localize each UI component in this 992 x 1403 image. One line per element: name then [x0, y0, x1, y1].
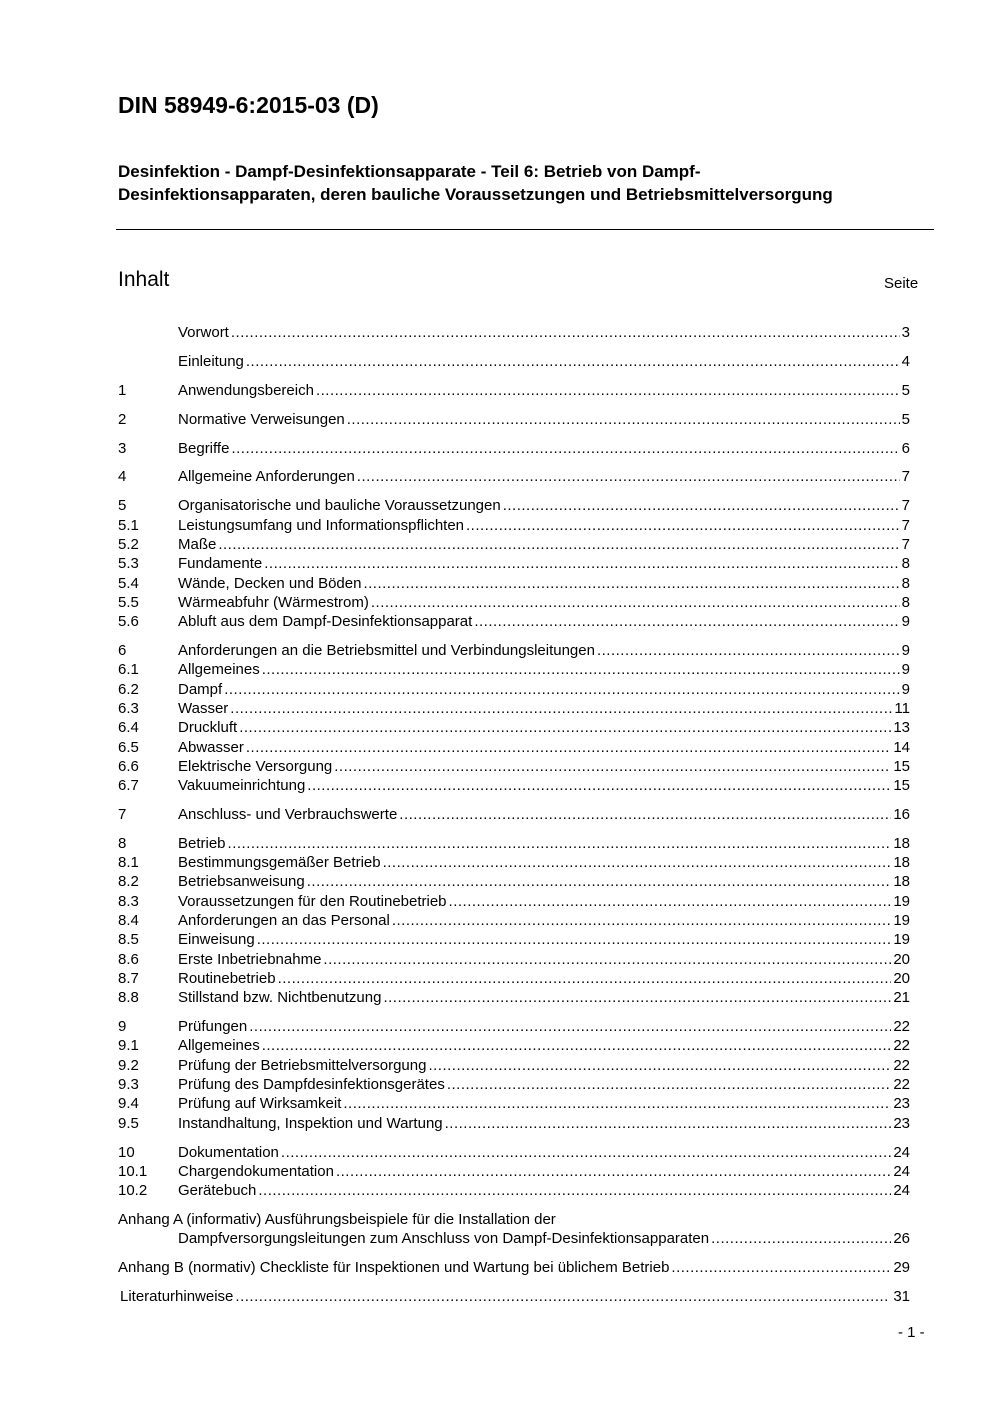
leader-dots	[449, 892, 892, 911]
leader-dots	[258, 1181, 891, 1200]
toc-entry[interactable]	[118, 381, 910, 400]
leader-dots	[224, 680, 899, 699]
toc-entry-page: 24	[893, 1162, 910, 1180]
toc-entry-number: 5.3	[118, 555, 139, 573]
toc-entry-title: Druckluft	[178, 719, 238, 737]
leader-dots	[711, 1229, 891, 1248]
toc-entry-page: 9	[901, 680, 910, 698]
toc-entry-title: Prüfung auf Wirksamkeit	[178, 1095, 342, 1113]
leader-dots	[343, 1094, 891, 1113]
toc-entry-number: 8.2	[118, 873, 139, 891]
toc-entry-page: 13	[893, 719, 910, 737]
toc-entry-title: Abluft aus dem Dampf-Desinfektionsapparat	[178, 613, 473, 631]
leader-dots	[262, 1036, 892, 1055]
leader-dots	[363, 574, 899, 593]
toc-entry-number: 8.3	[118, 892, 139, 910]
toc-entry-title: Prüfungen	[178, 1018, 248, 1036]
leader-dots	[347, 410, 900, 429]
toc-entry[interactable]	[118, 1114, 910, 1133]
toc-entry[interactable]	[118, 950, 910, 969]
toc-entry-title: Erste Inbetriebnahme	[178, 950, 322, 968]
leader-dots	[466, 516, 900, 535]
toc-entry-page: 11	[894, 699, 910, 717]
toc-entry[interactable]	[118, 516, 910, 535]
leader-dots	[239, 718, 891, 737]
toc-entry[interactable]	[118, 1143, 910, 1162]
leader-dots	[281, 1143, 891, 1162]
toc-entry[interactable]	[118, 699, 910, 718]
toc-entry-page: 18	[893, 873, 910, 891]
toc-entry-title: Anforderungen an das Personal	[178, 912, 390, 930]
toc-entry-number: 10.1	[118, 1162, 148, 1180]
title-divider	[116, 229, 934, 230]
table-of-contents	[118, 323, 910, 1307]
toc-entry-page: 6	[901, 439, 910, 457]
toc-entry-title: Wasser	[178, 699, 229, 717]
toc-entry[interactable]	[118, 776, 910, 795]
toc-entry-title: Organisatorische und bauliche Voraussetzungen	[178, 497, 501, 515]
toc-entry-page: 4	[901, 352, 910, 370]
toc-entry-title: Anwendungsbereich	[178, 381, 314, 399]
annex-a-title-line2: Dampfversorgungsleitungen zum Anschluss von Dampf-Desinfektionsapparaten	[178, 1230, 710, 1248]
leader-dots	[383, 853, 892, 872]
toc-entry-title: Einleitung	[178, 352, 244, 370]
leader-dots	[228, 834, 892, 853]
leader-dots	[445, 1114, 892, 1133]
leader-dots	[307, 776, 891, 795]
toc-entry[interactable]	[118, 641, 910, 660]
toc-entry-title: Vakuumeinrichtung	[178, 777, 306, 795]
toc-entry[interactable]	[118, 1162, 910, 1181]
toc-entry-page: 20	[893, 969, 910, 987]
toc-entry[interactable]	[118, 853, 910, 872]
toc-entry-page: 23	[893, 1114, 910, 1132]
toc-entry-page: 8	[901, 574, 910, 592]
document-code: DIN 58949-6:2015-03 (D)	[118, 92, 379, 118]
toc-entry-number: 9.1	[118, 1037, 139, 1055]
toc-entry-title: Stillstand bzw. Nichtbenutzung	[178, 989, 382, 1007]
leader-dots	[336, 1162, 891, 1181]
toc-entry-title: Gerätebuch	[178, 1182, 257, 1200]
document-subtitle: Desinfektion - Dampf-Desinfektionsapparate - Teil 6: Betrieb von Dampf-Desinfektionsapparaten, deren bauliche Voraussetzungen und Betriebsmittelversorgung	[118, 162, 833, 204]
toc-entry-page: 19	[893, 931, 910, 949]
toc-entry-page: 8	[901, 555, 910, 573]
leader-dots	[218, 535, 899, 554]
toc-entry-page: 14	[893, 738, 910, 756]
toc-entry-title: Wärmeabfuhr (Wärmestrom)	[178, 593, 369, 611]
leader-dots	[307, 872, 892, 891]
toc-entry[interactable]	[118, 1017, 910, 1036]
leader-dots	[264, 554, 899, 573]
leader-dots	[371, 593, 900, 612]
toc-entry[interactable]	[118, 1181, 910, 1200]
toc-entry-title: Routinebetrieb	[178, 969, 276, 987]
toc-heading: Inhalt	[118, 268, 170, 291]
toc-entry-title: Wände, Decken und Böden	[178, 574, 362, 592]
toc-entry-page: 22	[893, 1056, 910, 1074]
leader-dots	[357, 467, 900, 486]
toc-entry-number: 9.2	[118, 1056, 139, 1074]
toc-entry-title: Allgemeine Anforderungen	[178, 468, 355, 486]
toc-entry-title: Anforderungen an die Betriebsmittel und Verbindungsleitungen	[178, 642, 595, 660]
toc-entry-title: Fundamente	[178, 555, 263, 573]
leader-dots	[278, 969, 892, 988]
toc-entry-title: Einweisung	[178, 931, 255, 949]
leader-dots	[323, 950, 891, 969]
page-column-label: Seite	[884, 275, 919, 292]
toc-entry[interactable]	[118, 323, 910, 342]
bibliography-page: 31	[893, 1288, 910, 1306]
annex-a-label: Anhang A	[118, 1211, 183, 1228]
leader-dots	[447, 1075, 891, 1094]
toc-entry[interactable]	[118, 930, 910, 949]
toc-entry-title: Maße	[178, 535, 217, 553]
toc-entry-title: Dampf	[178, 680, 223, 698]
toc-entry[interactable]	[118, 593, 910, 612]
toc-entry[interactable]	[118, 535, 910, 554]
toc-entry[interactable]	[118, 554, 910, 573]
toc-entry-title: Prüfung der Betriebsmittelversorgung	[178, 1056, 427, 1074]
toc-entry-title: Normative Verweisungen	[178, 410, 345, 428]
toc-entry-page: 21	[893, 989, 910, 1007]
toc-entry-number: 6.1	[118, 661, 139, 679]
toc-entry-number: 3	[118, 439, 127, 457]
toc-entry-title: Anschluss- und Verbrauchswerte	[178, 805, 398, 823]
toc-annex-a[interactable]	[118, 1210, 910, 1229]
toc-entry[interactable]	[118, 1094, 910, 1113]
toc-entry-number: 5.5	[118, 593, 139, 611]
bibliography-title: Literaturhinweise	[120, 1288, 234, 1306]
toc-entry[interactable]	[118, 680, 910, 699]
annex-b-label: Anhang B	[118, 1259, 184, 1277]
toc-entry-number: 5.4	[118, 574, 139, 592]
toc-entry-title: Begriffe	[178, 439, 230, 457]
toc-entry[interactable]	[118, 467, 910, 486]
annex-a-title-line1: Ausführungsbeispiele für die Installation der	[264, 1211, 556, 1228]
toc-entry-number: 10.2	[118, 1182, 148, 1200]
leader-dots	[316, 381, 900, 400]
toc-entry-title: Instandhaltung, Inspektion und Wartung	[178, 1114, 443, 1132]
leader-dots	[428, 1056, 891, 1075]
toc-entry[interactable]	[118, 1075, 910, 1094]
leader-dots	[262, 660, 900, 679]
toc-entry[interactable]	[118, 410, 910, 429]
toc-entry-title: Betriebsanweisung	[178, 873, 305, 891]
toc-entry-number: 2	[118, 410, 127, 428]
toc-entry-number: 4	[118, 468, 127, 486]
toc-entry[interactable]	[118, 969, 910, 988]
toc-entry-number: 5.6	[118, 613, 139, 631]
toc-entry-page: 15	[893, 757, 910, 775]
leader-dots	[474, 612, 899, 631]
annex-a-note: (informativ)	[186, 1211, 262, 1228]
toc-entry-page: 22	[893, 1076, 910, 1094]
toc-entry-number: 5.2	[118, 535, 139, 553]
leader-dots	[235, 1287, 888, 1306]
toc-entry-number: 6.7	[118, 777, 139, 795]
leader-dots	[334, 757, 891, 776]
toc-entry[interactable]	[118, 738, 910, 757]
toc-entry-title: Leistungsumfang und Informationspflichten	[178, 516, 465, 534]
toc-entry-page: 23	[893, 1095, 910, 1113]
toc-entry[interactable]	[118, 892, 910, 911]
toc-entry-page: 19	[893, 892, 910, 910]
leader-dots	[246, 352, 900, 371]
toc-entry-page: 3	[901, 324, 910, 341]
toc-entry-page: 19	[893, 912, 910, 930]
toc-entry-title: Prüfung des Dampfdesinfektionsgerätes	[178, 1076, 445, 1094]
toc-annex-b[interactable]	[118, 1258, 910, 1277]
toc-entry-title: Allgemeines	[178, 661, 260, 679]
toc-entry[interactable]	[118, 988, 910, 1007]
toc-entry[interactable]	[118, 1036, 910, 1055]
toc-entry-number: 6.6	[118, 757, 139, 775]
toc-entry-page: 9	[901, 642, 910, 660]
toc-entry-number: 10	[118, 1143, 135, 1161]
toc-entry-page: 7	[901, 516, 910, 534]
toc-entry-title: Abwasser	[178, 738, 244, 756]
toc-entry-title: Chargendokumentation	[178, 1162, 334, 1180]
toc-entry-number: 8.7	[118, 969, 139, 987]
toc-entry-number: 9	[118, 1018, 127, 1036]
leader-dots	[503, 496, 900, 515]
leader-dots	[231, 323, 900, 342]
toc-entry-page: 7	[901, 497, 910, 515]
leader-dots	[257, 930, 892, 949]
toc-entries	[118, 323, 910, 1200]
toc-entry[interactable]	[118, 496, 910, 515]
toc-entry-title: Voraussetzungen für den Routinebetrieb	[178, 892, 447, 910]
toc-entry-page: 22	[893, 1018, 910, 1036]
toc-entry[interactable]	[118, 834, 910, 853]
toc-entry-page: 9	[901, 661, 910, 679]
annex-b-note: (normativ)	[188, 1259, 256, 1277]
toc-entry[interactable]	[118, 757, 910, 776]
toc-entry-number: 8.5	[118, 931, 139, 949]
toc-entry[interactable]	[118, 718, 910, 737]
toc-entry-page: 5	[901, 381, 910, 399]
toc-entry-number: 6.5	[118, 738, 139, 756]
toc-entry-number: 8.6	[118, 950, 139, 968]
toc-entry-title: Vorwort	[178, 324, 229, 341]
toc-entry-page: 24	[893, 1182, 910, 1200]
toc-entry[interactable]	[118, 911, 910, 930]
toc-entry-number: 6.3	[118, 699, 139, 717]
toc-entry-page: 8	[901, 593, 910, 611]
toc-entry-page: 20	[893, 950, 910, 968]
annex-b-page: 29	[893, 1259, 910, 1277]
annex-a-page: 26	[893, 1230, 910, 1248]
leader-dots	[597, 641, 900, 660]
leader-dots	[399, 805, 891, 824]
toc-entry-title: Elektrische Versorgung	[178, 757, 333, 775]
toc-entry[interactable]	[118, 439, 910, 458]
leader-dots	[249, 1017, 891, 1036]
toc-entry[interactable]	[118, 612, 910, 631]
leader-dots	[671, 1258, 891, 1277]
leader-dots	[231, 439, 899, 458]
toc-entry-number: 8.8	[118, 989, 139, 1007]
toc-entry-page: 5	[901, 410, 910, 428]
toc-entry-number: 5	[118, 497, 127, 515]
toc-entry[interactable]	[118, 660, 910, 679]
toc-entry-title: Betrieb	[178, 834, 226, 852]
toc-entry-page: 18	[893, 834, 910, 852]
toc-entry[interactable]	[118, 1056, 910, 1075]
toc-entry-number: 5.1	[118, 516, 139, 534]
leader-dots	[230, 699, 892, 718]
toc-entry-number: 6	[118, 642, 127, 660]
toc-entry-number: 6.2	[118, 680, 139, 698]
leader-dots	[383, 988, 891, 1007]
leader-dots	[392, 911, 891, 930]
toc-entry-title: Allgemeines	[178, 1037, 260, 1055]
toc-entry-number: 1	[118, 381, 127, 399]
annex-b-title: Checkliste für Inspektionen und Wartung bei üblichem Betrieb	[259, 1259, 670, 1277]
toc-entry-number: 9.5	[118, 1114, 139, 1132]
toc-entry[interactable]	[118, 352, 910, 371]
toc-entry-page: 24	[893, 1143, 910, 1161]
toc-entry-number: 6.4	[118, 719, 139, 737]
toc-entry-page: 7	[901, 468, 910, 486]
toc-entry[interactable]	[118, 872, 910, 891]
toc-entry-page: 15	[893, 777, 910, 795]
toc-entry-number: 8	[118, 834, 127, 852]
toc-entry-number: 9.4	[118, 1095, 139, 1113]
toc-entry[interactable]	[118, 805, 910, 824]
leader-dots	[246, 738, 891, 757]
toc-entry-number: 8.1	[118, 854, 139, 872]
page-number-footer: - 1 -	[898, 1324, 925, 1341]
toc-entry-page: 22	[893, 1037, 910, 1055]
toc-annex-a-continued[interactable]	[118, 1229, 910, 1248]
toc-entry-number: 7	[118, 805, 127, 823]
toc-entry[interactable]	[118, 574, 910, 593]
toc-entry-title: Dokumentation	[178, 1143, 279, 1161]
toc-entry-page: 18	[893, 854, 910, 872]
toc-entry-page: 16	[893, 805, 910, 823]
toc-entry-title: Bestimmungsgemäßer Betrieb	[178, 854, 381, 872]
toc-bibliography[interactable]	[118, 1287, 910, 1306]
toc-entry-page: 9	[901, 613, 910, 631]
toc-entry-number: 9.3	[118, 1076, 139, 1094]
toc-entry-number: 8.4	[118, 912, 139, 930]
toc-entry-page: 7	[901, 535, 910, 553]
